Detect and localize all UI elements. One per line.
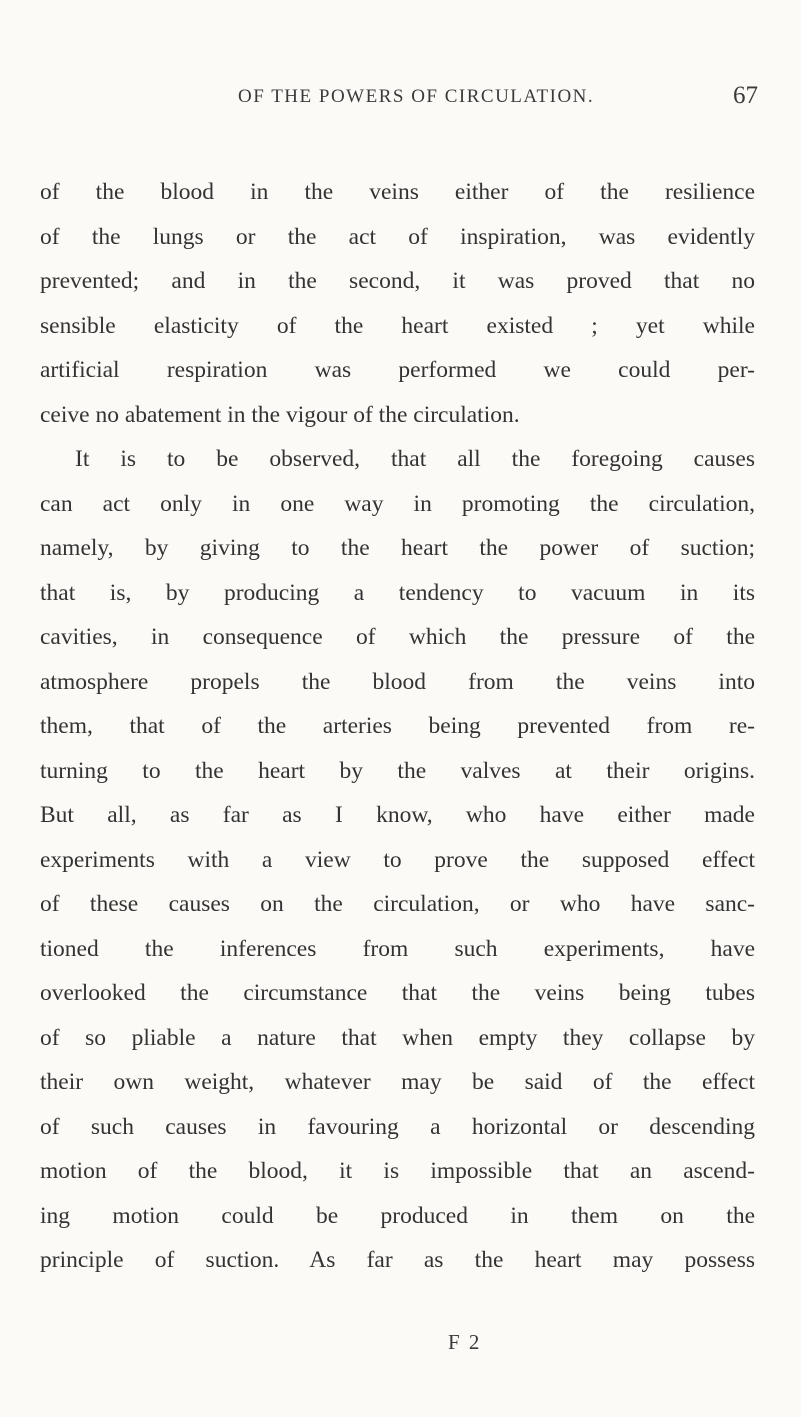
page-number: 67 [733,82,758,109]
text-line: them, that of the arteries being prevented from re- [40,713,755,739]
text-line: can act only in one way in promoting the circulation, [40,490,755,517]
text-line: of the blood in the veins either of the resilience [40,179,755,205]
text-line: artificial respiration was performed we could per- [40,357,755,383]
text-line: motion of the blood, it is impossible that an ascend- [40,1158,755,1184]
text-line: of these causes on the circulation, or who have sanc- [40,891,755,917]
text-line: ceive no abatement in the vigour of the circulation. [40,401,520,428]
text-line: namely, by giving to the heart the power of suction; [40,535,755,561]
text-line: sensible elasticity of the heart existed ; yet while [40,312,755,339]
text-line: prevented; and in the second, it was proved that no [40,268,755,294]
text-line: turning to the heart by the valves at their origins. [40,757,755,784]
running-title: OF THE POWERS OF CIRCULATION. [238,86,595,107]
text-line: ing motion could be produced in them on the [40,1202,755,1229]
text-line: of such causes in favouring a horizontal or descending [40,1113,755,1140]
text-line: of the lungs or the act of inspiration, was evidently [40,223,755,250]
text-line: that is, by producing a tendency to vacuum in its [40,579,755,606]
text-line: cavities, in consequence of which the pressure of the [40,624,755,650]
text-line: tioned the inferences from such experiments, have [40,935,755,962]
text-line: But all, as far as I know, who have either made [40,802,755,828]
text-line: principle of suction. As far as the heart may possess [40,1247,755,1273]
text-line: overlooked the circumstance that the veins being tubes [40,980,755,1006]
text-line: atmosphere propels the blood from the veins into [40,668,755,695]
text-line: their own weight, whatever may be said of the effect [40,1069,755,1095]
text-line: experiments with a view to prove the supposed effect [40,846,755,873]
page-header [0,82,801,112]
text-line: of so pliable a nature that when empty they collapse by [40,1024,755,1051]
text-line: It is to be observed, that all the foregoing causes [75,446,755,472]
signature-mark: F 2 [448,1330,482,1354]
body-text [40,170,755,1283]
